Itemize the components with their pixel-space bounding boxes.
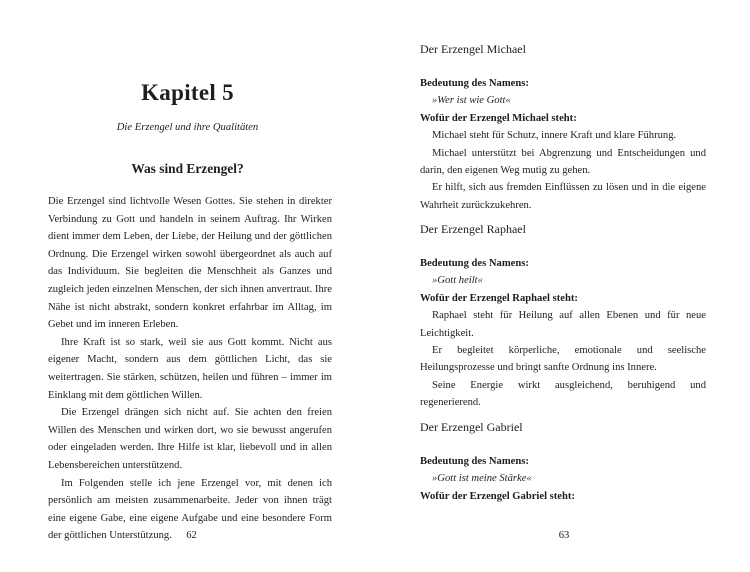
- name-meaning-label: Bedeutung des Namens:: [420, 258, 529, 269]
- chapter-title: Kapitel 5: [141, 80, 234, 105]
- page-number-right: 63: [558, 530, 570, 541]
- body-text: [48, 193, 332, 545]
- angel-title: Der Erzengel Gabriel: [420, 420, 523, 434]
- paragraph: Die Erzengel sind lichtvolle Wesen Gottes. Sie stehen in direkter Verbindung zu Gott und handeln in seinem Auftrag. Ihr Wirken dient immer dem Leben, der Liebe, der Heilung und der göttlichen Ordnung. Die Erzengel wirken sowohl übergeordnet als auch auf das Individuum. Sie begleiten die Menschheit als Ganzes und zugleich jeden einzelnen Menschen, der sich ihnen anvertraut. Ihre Nähe ist nicht abstrakt, sondern konkret erfahrbar im Alltag, im Gebet und im inneren Erleben.: [48, 196, 332, 331]
- name-meaning: »Wer ist wie Gott«: [432, 95, 511, 107]
- chapter-subtitle: Die Erzengel und ihre Qualitäten: [116, 122, 259, 133]
- name-meaning-label: Bedeutung des Namens:: [420, 78, 529, 89]
- description-line: Raphael steht für Heilung auf allen Ebenen und für neue Leichtigkeit.: [420, 310, 706, 339]
- section-heading: Was sind Erzengel?: [131, 161, 244, 176]
- stands-for-label: Wofür der Erzengel Gabriel steht:: [420, 490, 575, 502]
- description-line: Michael steht für Schutz, innere Kraft und klare Führung.: [432, 130, 677, 142]
- name-meaning: »Gott heilt«: [432, 275, 483, 287]
- description-line: Michael unterstützt bei Abgrenzung und Entscheidungen und darin, den eigenen Weg mutig zu gehen.: [420, 147, 706, 177]
- angel-title: Der Erzengel Raphael: [420, 222, 526, 236]
- angel-title: Der Erzengel Michael: [420, 42, 526, 56]
- stands-for-label: Wofür der Erzengel Raphael steht:: [420, 292, 578, 304]
- angel-section-michael: [420, 41, 706, 214]
- page-number-left: 62: [186, 530, 197, 541]
- paragraph: Im Folgenden stelle ich jene Erzengel vor, mit denen ich persönlich am meisten zusammenarbeite. Jeder von ihnen trägt eine eigene Gabe, eine eigene Aufgabe und eine besondere Form der göttlichen Unterstützung.: [48, 477, 332, 542]
- paragraph: Ihre Kraft ist so stark, weil sie aus Gott kommt. Nicht aus eigener Macht, sondern aus dem göttlichen Licht, das sie weitertragen. Sie stärken, schützen, heilen und führen – immer im Einklang mit dem göttlichen Willen.: [48, 336, 332, 401]
- description-line: Er hilft, sich aus fremden Einflüssen zu lösen und in die eigene Wahrheit zurückzukehren.: [420, 182, 706, 211]
- name-meaning: »Gott ist meine Stärke«: [432, 473, 532, 485]
- name-meaning-label: Bedeutung des Namens:: [420, 456, 529, 467]
- angel-section-raphael: [420, 221, 706, 412]
- stands-for-label: Wofür der Erzengel Michael steht:: [420, 112, 577, 124]
- paragraph: Die Erzengel drängen sich nicht auf. Sie achten den freien Willen des Menschen und wirken dort, wo sie bewusst angerufen oder eingeladen werden. Ihre Hilfe ist klar, liebevoll und in allen Lebensbereichen unterstützend.: [48, 407, 332, 471]
- description-line: Er begleitet körperliche, emotionale und seelische Heilungsprozesse und bringt sanfte Ordnung ins Innere.: [420, 345, 706, 374]
- right-page: [375, 0, 750, 572]
- description-line: Seine Energie wirkt ausgleichend, beruhigend und regenerierend.: [420, 379, 706, 409]
- angel-section-gabriel: [420, 419, 706, 505]
